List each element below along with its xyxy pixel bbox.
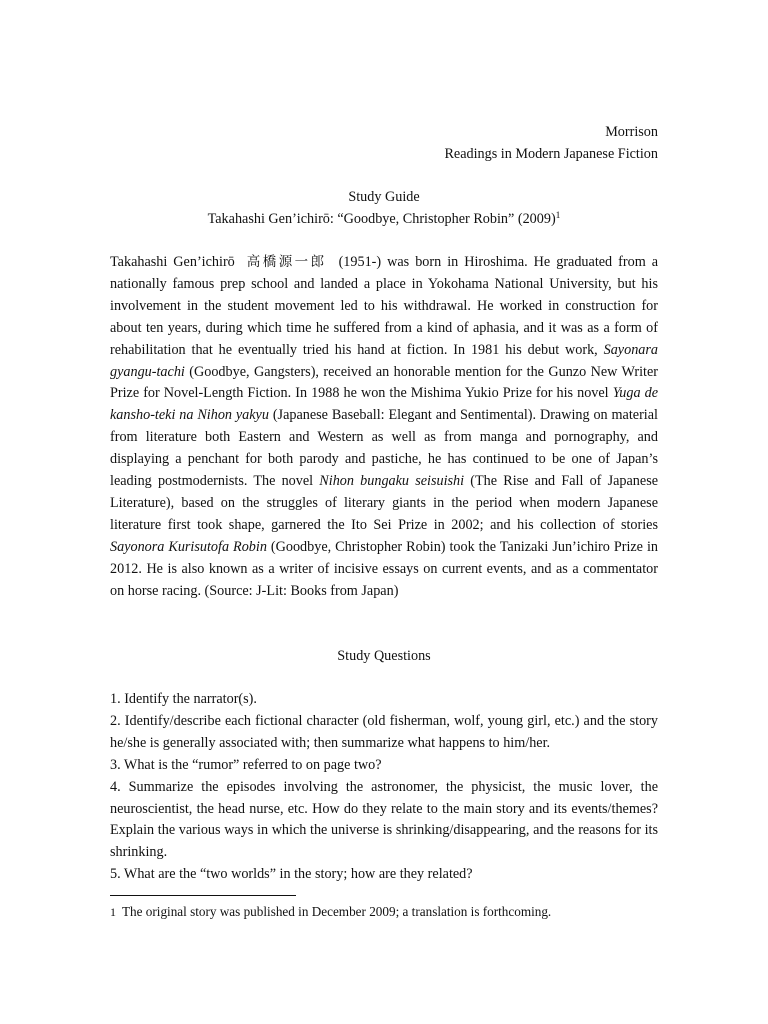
- question-item: 5. What are the “two worlds” in the story; how are they related?: [110, 866, 473, 883]
- history-novel-title: Nihon bungaku seisuishi: [319, 473, 465, 490]
- work-title: [0, 209, 768, 229]
- author-name: Takahashi Gen’ichirō: [110, 254, 235, 270]
- header-author: Morrison: [605, 124, 658, 140]
- footnote-divider: [110, 895, 296, 896]
- header-course: Readings in Modern Japanese Fiction: [444, 146, 658, 162]
- footnote: [110, 903, 658, 921]
- bio-paragraph: [110, 252, 658, 603]
- question-item: 3. What is the “rumor” referred to on page two?: [110, 756, 382, 773]
- study-questions-heading: Study Questions: [337, 648, 431, 664]
- novel-title: Yuga de kansho-teki na Nihon yakyu: [110, 385, 658, 424]
- debut-work-title: Sayonara gyangu-tachi: [110, 341, 658, 380]
- bio-text-4: (The Rise and Fall of Japanese Literature), based on the struggles of literary giants in the period when modern Japanese literature first took shape, garnered the Ito Sei Prize in 2002; and his collection of stories: [110, 473, 659, 533]
- story-collection-title: Sayonora Kurisutofa Robin: [110, 538, 267, 555]
- question-item: 1. Identify the narrator(s).: [110, 691, 257, 707]
- bio-text-2: (Goodbye, Gangsters), received an honorable mention for the Gunzo New Writer Prize for Novel-Length Fiction. In 1988 he won the Mishima Yukio Prize for his novel: [110, 363, 658, 402]
- study-guide-heading: Study Guide: [348, 189, 420, 205]
- study-questions-list: [110, 689, 658, 886]
- footnote-reference: 1: [555, 211, 561, 221]
- question-item: 2. Identify/describe each fictional character (old fisherman, wolf, young girl, etc.) and the story he/she is generally associated with; then summarize what happens to him/her.: [110, 712, 658, 751]
- footnote-text: The original story was published in December 2009; a translation is forthcoming.: [122, 904, 552, 919]
- bio-text-1: (1951-) was born in Hiroshima. He graduated from a nationally famous prep school and landed a place in Yokohama National University, but his involvement in the student movement led to his withdrawal. He worked in construction for about ten years, during which time he suffered from a kind of aphasia, and it was as a form of rehabilitation that he eventually tried his hand at fiction. In 1981 his debut work,: [110, 254, 659, 358]
- bio-text-5: (Goodbye, Christopher Robin) took the Tanizaki Jun’ichiro Prize in 2012. He is also known as a writer of incisive essays on current events, and as a commentator on horse racing. (Source: J-Lit: Books from Japan): [110, 538, 658, 599]
- author-name-japanese: 高橋源一郎: [246, 254, 327, 270]
- bio-text-3: (Japanese Baseball: Elegant and Sentimental). Drawing on material from literature both Eastern and Western as well as from manga and pornography, and displaying a penchant for both parody and pastiche, he has continued to be one of Japan’s leading postmodernists. The novel: [110, 407, 658, 490]
- footnote-mark: 1: [110, 905, 116, 919]
- question-item: 4. Summarize the episodes involving the astronomer, the physicist, the music lover, the neuroscientist, the head nurse, etc. How do they relate to the main story and its events/themes? Explain the various ways in which the universe is shrinking/disappearing, and the reasons for its shrinking.: [110, 778, 658, 861]
- work-title-text: Takahashi Gen’ichirō: “Goodbye, Christopher Robin” (2009): [207, 211, 556, 227]
